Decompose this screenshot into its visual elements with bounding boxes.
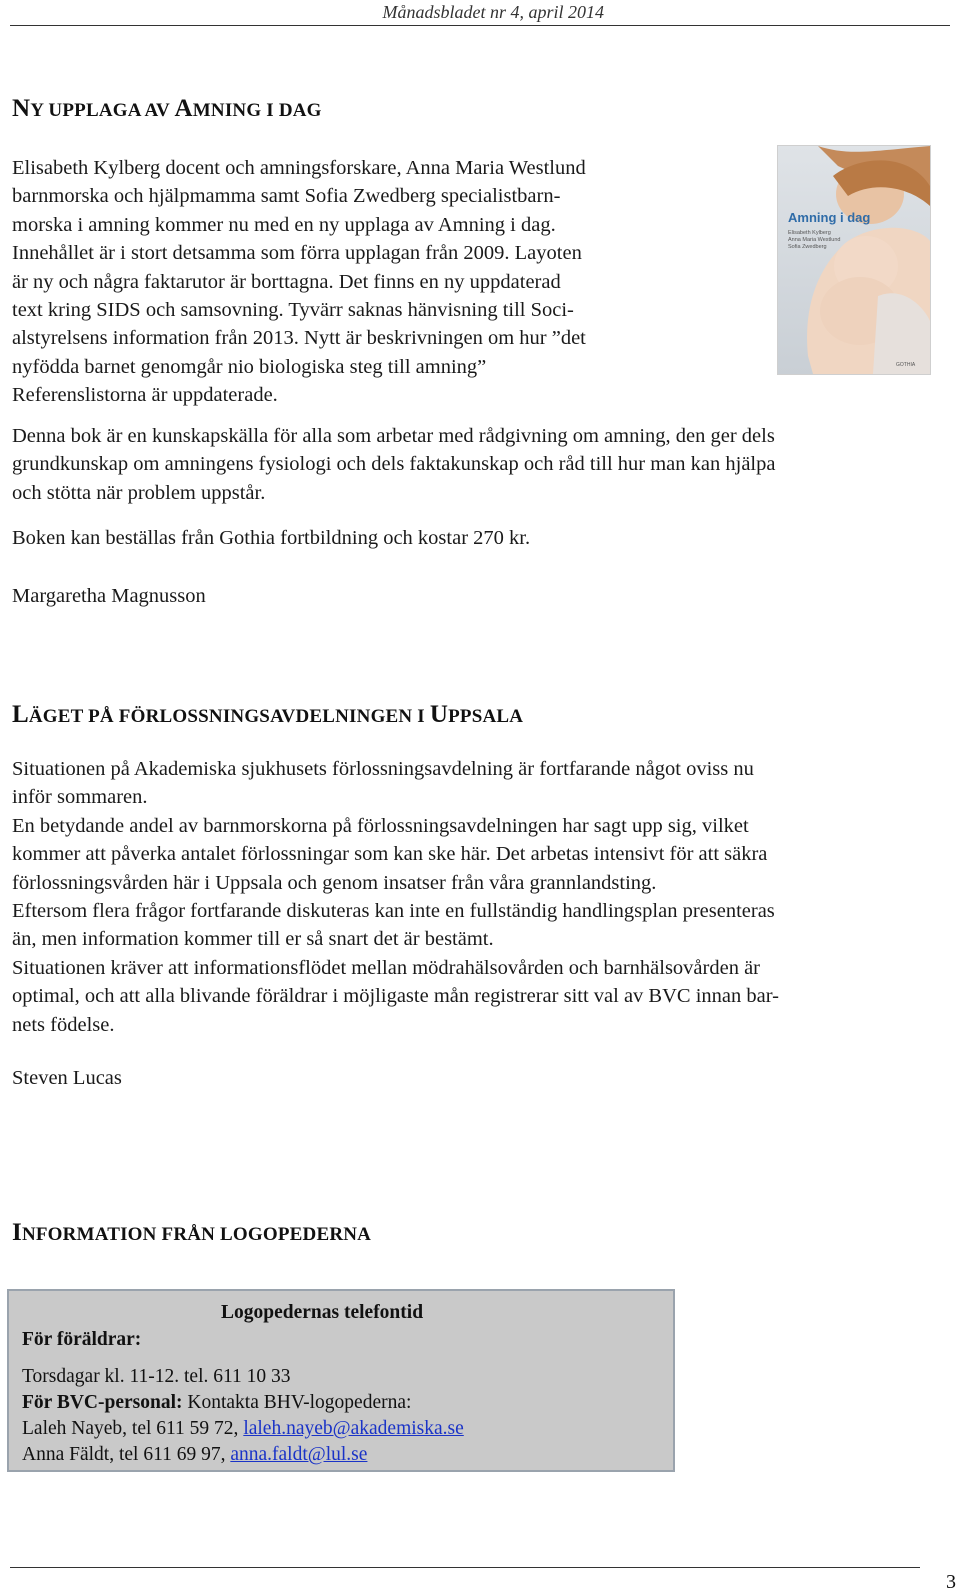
heading-initial: A	[174, 95, 193, 122]
parents-phone-time: Torsdagar kl. 11-12. tel. 611 10 33	[22, 1366, 291, 1387]
box-title: Logopedernas telefontid	[221, 1302, 424, 1323]
heading-initial: I	[12, 1219, 22, 1246]
text-line: text kring SIDS och samsovning. Tyvärr saknas hänvisning till Soci-	[12, 299, 574, 322]
text-line: morska i amning kommer nu med en ny upplaga av Amning i dag.	[12, 213, 556, 236]
article-body	[12, 755, 779, 1039]
heading-initial: U	[429, 701, 449, 728]
heading-initial: L	[12, 701, 29, 728]
article-paragraph	[12, 422, 775, 507]
text-line: barnmorska och hjälpmamma samt Sofia Zwedberg specialistbarn-	[12, 185, 561, 208]
text-line: Elisabeth Kylberg docent och amningsforskare, Anna Maria Westlund	[12, 157, 586, 179]
text-line: En betydande andel av barnmorskorna på förlossningsavdelningen har sagt upp sig, vilket	[12, 814, 749, 837]
page-number: 3	[946, 1571, 956, 1593]
footer-rule	[10, 1567, 920, 1568]
email-link[interactable]: laleh.nayeb@akademiska.se	[243, 1418, 464, 1439]
text-line: optimal, och att alla blivande föräldrar i möjligaste mån registrerar sitt val av BVC innan bar-	[12, 985, 779, 1008]
text-line: nets födelse.	[12, 1013, 115, 1036]
heading-rest: MNING I DAG	[192, 100, 322, 121]
contact-text: Laleh Nayeb, tel 611 59 72,	[22, 1418, 244, 1439]
order-info: Boken kan beställas från Gothia fortbildning och kostar 270 kr.	[12, 527, 531, 549]
text-line: förlossningsvården här i Uppsala och genom insatser från våra grannlandsting.	[12, 871, 657, 894]
heading-initial: N	[12, 95, 31, 122]
article-author: Steven Lucas	[12, 1067, 122, 1089]
article-intro	[12, 154, 586, 410]
text-line: kommer att påverka antalet förlossningar som kan ske här. Det arbetas intensivt för att säkra	[12, 843, 768, 866]
text-line: är ny och några faktarutor är borttagna. Det finns en ny uppdaterad	[12, 270, 561, 293]
book-cover-illustration	[778, 146, 930, 374]
text-line: Eftersom flera frågor fortfarande diskuteras kan inte en fullständig handlingsplan presenteras	[12, 900, 775, 923]
cover-author: Anna Maria Westlund	[788, 237, 841, 243]
email-link[interactable]: anna.faldt@lul.se	[230, 1444, 368, 1465]
text-line: Denna bok är en kunskapskälla för alla som arbetar med rådgivning om amning, den ger dels	[12, 425, 775, 447]
text-line: Innehållet är i stort detsamma som förra upplagan från 2009. Layoten	[12, 242, 582, 265]
cover-title: Amning i dag	[788, 210, 871, 225]
text-line: nyfödda barnet genomgår nio biologiska steg till amning”	[12, 355, 487, 378]
cover-author: Elisabeth Kylberg	[788, 230, 831, 236]
bvc-text: Kontakta BHV-logopederna:	[182, 1392, 412, 1413]
text-line: alstyrelsens information från 2013. Nytt är beskrivningen om hur ”det	[12, 327, 586, 350]
contact-line	[22, 1418, 464, 1440]
heading-rest: NFORMATION FRÅN LOGOPEDERNA	[21, 1224, 372, 1245]
text-line: och stötta när problem uppstår.	[12, 481, 266, 504]
text-line: grundkunskap om amningens fysiologi och dels faktakunskap och råd till hur man kan hjälpa	[12, 453, 776, 476]
text-line: inför sommaren.	[12, 786, 148, 809]
parents-label: För föräldrar:	[22, 1329, 142, 1350]
heading-rest: ÄGET PÅ FÖRLOSSNINGSAVDELNINGEN I	[28, 706, 430, 727]
text-line: Situationen kräver att informationsflödet mellan mödrahälsovården och barnhälsovården är	[12, 956, 760, 979]
heading-rest: PPSALA	[448, 706, 524, 727]
text-line: Situationen på Akademiska sjukhusets förlossningsavdelning är fortfarande något oviss nu	[12, 758, 754, 780]
contact-text: Anna Fäldt, tel 611 69 97,	[22, 1444, 231, 1465]
text-line: än, men information kommer till er så snart det är bestämt.	[12, 928, 494, 951]
bvc-contact-line	[22, 1392, 411, 1414]
article-heading-amning	[12, 95, 322, 123]
article-heading-logopeder	[12, 1219, 371, 1247]
phone-hours-box	[7, 1289, 675, 1472]
cover-publisher: GOTHIA	[896, 362, 916, 368]
contact-line	[22, 1444, 367, 1466]
text-line: Referenslistorna är uppdaterade.	[12, 384, 278, 407]
bvc-label: För BVC-personal:	[22, 1392, 183, 1413]
article-author: Margaretha Magnusson	[12, 585, 206, 607]
newsletter-header: Månadsbladet nr 4, april 2014	[382, 2, 604, 22]
article-heading-forlossning	[12, 701, 523, 729]
book-cover-image	[777, 145, 931, 375]
cover-author: Sofia Zwedberg	[788, 244, 827, 250]
heading-rest: Y UPPLAGA AV	[30, 100, 175, 121]
